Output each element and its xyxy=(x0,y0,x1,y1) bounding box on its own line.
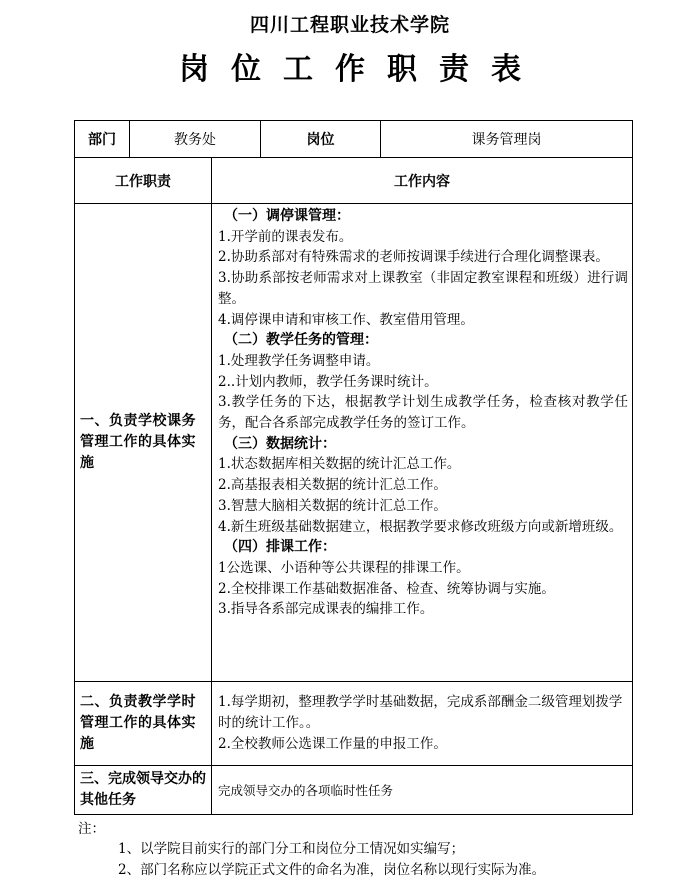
content-item: 2.协助系部对有特殊需求的老师按调课手续进行合理化调整课表。 xyxy=(218,249,609,266)
content-item: 3.指导各系部完成课表的编排工作。 xyxy=(218,601,434,618)
duty-table xyxy=(74,120,633,815)
content-item: 3.智慧大脑相关数据的统计汇总工作。 xyxy=(218,497,447,514)
content-item: 2.全校教师公选课工作量的申报工作。 xyxy=(218,736,447,752)
section-heading: （四）排课工作： xyxy=(224,539,336,556)
duty-column-header: 工作职责 xyxy=(75,158,212,204)
note-item: 2、部门名称应以学院正式文件的命名为准，岗位名称以现行实际为准。 xyxy=(118,862,546,878)
content-item: 3.教学任务的下达，根据教学计划生成教学任务，检查核对教学任务，配合各系部完成教学任务的签订工作。 xyxy=(218,394,628,432)
section-heading: （二）教学任务的管理： xyxy=(224,332,378,349)
content-item: 1.处理教学任务调整申请。 xyxy=(218,352,380,369)
content-item: 2..计划内教师，教学任务课时统计。 xyxy=(218,373,438,390)
section-heading: （一）调停课管理： xyxy=(224,208,350,224)
content-item: 2.全校排课工作基础数据准备、检查、统筹协调与实施。 xyxy=(218,580,555,597)
content-item: 3.协助系部按老师需求对上课教室（非固定教室课程和班级）进行调整。 xyxy=(218,270,628,307)
duty-3-content: 完成领导交办的各项临时性任务 xyxy=(212,766,633,815)
content-item: 4.新生班级基础数据建立，根据教学要求修改班级方向或新增班级。 xyxy=(218,518,623,535)
content-item: 1公选课、小语种等公共课程的排课工作。 xyxy=(218,559,470,576)
duty-2-label: 二、负责教学学时管理工作的具体实施 xyxy=(75,682,212,766)
content-item: 2.高基报表相关数据的统计汇总工作。 xyxy=(218,477,447,494)
note-item: 1、以学院目前实行的部门分工和岗位分工情况如实编写； xyxy=(118,841,465,857)
content-item: 1.状态数据库相关数据的统计汇总工作。 xyxy=(218,456,461,473)
duty-row-1 xyxy=(75,204,633,682)
content-item: 1.开学前的课表发布。 xyxy=(218,228,353,245)
duty-1-label: 一、负责学校课务管理工作的具体实施 xyxy=(75,204,212,682)
column-header-row xyxy=(75,158,633,204)
duty-row-2 xyxy=(75,682,633,766)
dept-label: 部门 xyxy=(75,121,130,158)
duty-row-3 xyxy=(75,766,633,815)
section-heading: （三）数据统计： xyxy=(224,435,336,452)
dept-value: 教务处 xyxy=(130,121,261,158)
duty-3-label: 三、完成领导交办的其他任务 xyxy=(75,766,212,815)
content-item: 1.每学期初，整理教学学时基础数据，完成系部酬金二级管理划拨学时的统计工作。。 xyxy=(218,694,623,731)
duty-2-content xyxy=(212,682,633,766)
notes xyxy=(78,819,678,881)
content-column-header: 工作内容 xyxy=(212,158,633,204)
content-item: 4.调停课申请和审核工作、教室借用管理。 xyxy=(218,311,474,328)
info-row xyxy=(75,121,633,158)
duty-1-content xyxy=(212,204,633,682)
post-label: 岗位 xyxy=(261,121,381,158)
notes-label: 注： xyxy=(78,821,105,837)
document-title: 岗位工作职责表 xyxy=(179,52,543,87)
school-name: 四川工程职业技术学院 xyxy=(249,14,450,36)
post-value: 课务管理岗 xyxy=(381,121,633,158)
